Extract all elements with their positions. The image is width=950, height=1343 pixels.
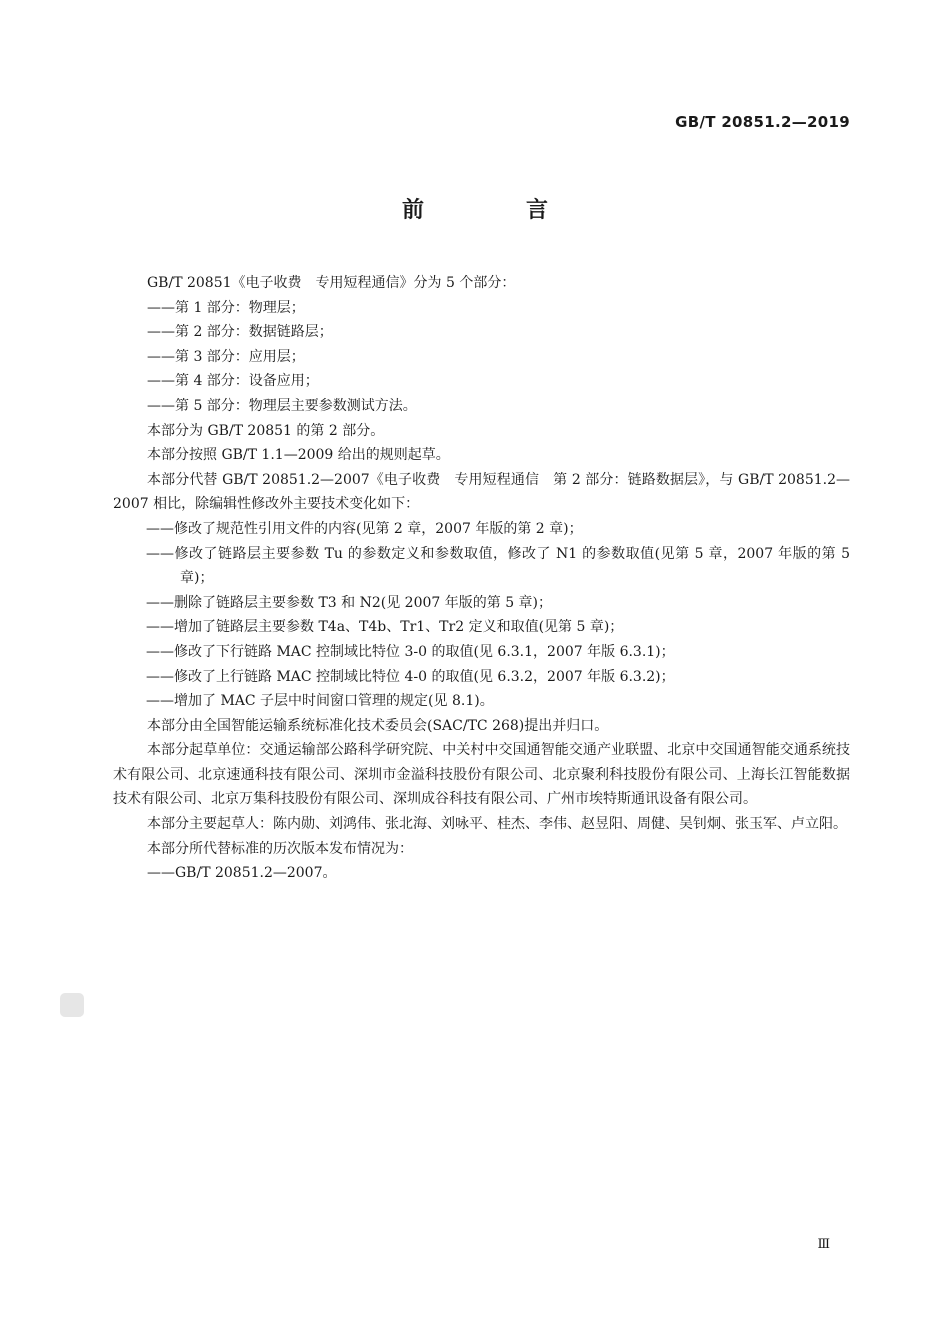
- change-item: ——修改了链路层主要参数 Tu 的参数定义和参数取值，修改了 N1 的参数取值(见第 5 章，2007 年版的第 5 章)；: [146, 545, 850, 587]
- drafting-units-paragraph: 本部分起草单位：交通运输部公路科学研究院、中关村中交国通智能交通产业联盟、北京中交国通智能交通系统技术有限公司、北京速通科技有限公司、深圳市金溢科技股份有限公司、北京聚利科技股份有限公司、上海长江智能数据技术有限公司、北京万集科技股份有限公司、深圳成谷科技有限公司、广州市埃特斯通讯设备有限公司。: [113, 742, 850, 808]
- change-item: ——增加了 MAC 子层中时间窗口管理的规定(见 8.1)。: [146, 693, 494, 710]
- history-intro-paragraph: 本部分所代替标准的历次版本发布情况为：: [147, 840, 413, 857]
- change-item: ——增加了链路层主要参数 T4a、T4b、Tr1、Tr2 定义和取值(见第 5 章)；: [146, 619, 624, 636]
- part-item: ——第 2 部分：数据链路层；: [147, 324, 333, 341]
- page-number: Ⅲ: [817, 1237, 830, 1252]
- document-body: [113, 271, 850, 886]
- proposed-by-paragraph: 本部分由全国智能运输系统标准化技术委员会(SAC/TC 268)提出并归口。: [147, 717, 609, 734]
- change-item: ——修改了下行链路 MAC 控制域比特位 3-0 的取值(见 6.3.1，2007 年版 6.3.1)；: [146, 643, 675, 660]
- change-item: ——修改了规范性引用文件的内容(见第 2 章，2007 年版的第 2 章)；: [146, 520, 583, 537]
- drafters-paragraph: 本部分主要起草人：陈内勋、刘鸿伟、张北海、刘咏平、桂杰、李伟、赵昱阳、周健、吴钊炯、张玉军、卢立阳。: [147, 816, 847, 833]
- part-item: ——第 4 部分：设备应用；: [147, 373, 319, 390]
- page-title: 前 言: [401, 198, 588, 223]
- statement-paragraph: 本部分按照 GB/T 1.1—2009 给出的规则起草。: [147, 447, 450, 464]
- part-item: ——第 3 部分：应用层；: [147, 348, 305, 365]
- scroll-marker[interactable]: [60, 993, 84, 1017]
- replace-paragraph: 本部分代替 GB/T 20851.2—2007《电子收费 专用短程通信 第 2 部分：链路数据层》，与 GB/T 20851.2—2007 相比，除编辑性修改外主要技术变化如下：: [113, 471, 850, 513]
- intro-paragraph: GB/T 20851《电子收费 专用短程通信》分为 5 个部分：: [147, 275, 516, 291]
- history-item: ——GB/T 20851.2—2007。: [147, 865, 337, 882]
- part-item: ——第 1 部分：物理层；: [147, 299, 305, 316]
- standard-code: GB/T 20851.2—2019: [675, 113, 850, 131]
- change-item: ——修改了上行链路 MAC 控制域比特位 4-0 的取值(见 6.3.2，2007 年版 6.3.2)；: [146, 668, 675, 685]
- part-item: ——第 5 部分：物理层主要参数测试方法。: [147, 397, 417, 414]
- change-item: ——删除了链路层主要参数 T3 和 N2(见 2007 年版的第 5 章)；: [146, 594, 553, 611]
- statement-paragraph: 本部分为 GB/T 20851 的第 2 部分。: [147, 422, 385, 439]
